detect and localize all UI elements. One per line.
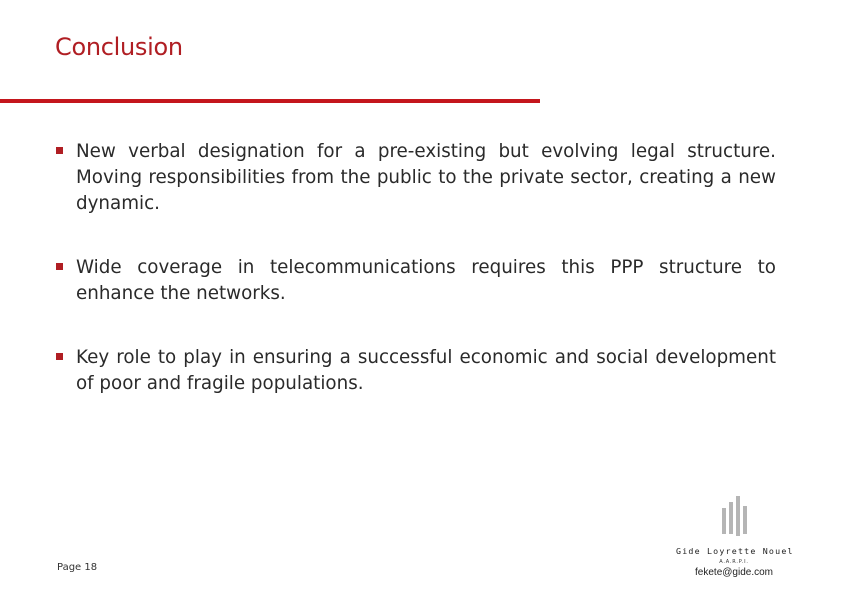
slide-title: Conclusion [55, 33, 183, 61]
bars-logo-icon [714, 494, 754, 540]
bullet-item [56, 345, 776, 397]
square-bullet-icon [56, 353, 63, 360]
firm-logo [676, 494, 792, 584]
title-underline [0, 99, 540, 103]
bullet-item [56, 139, 776, 217]
firm-name: Gide Loyrette Nouel [676, 546, 794, 556]
bullet-text: New verbal designation for a pre-existing but evolving legal structure. Moving responsibilities from the public to the private sector, creating a new dynamic. [76, 141, 776, 214]
bullet-item [56, 255, 776, 307]
bullet-list [56, 139, 776, 397]
square-bullet-icon [56, 147, 63, 154]
bullet-text: Key role to play in ensuring a successful economic and social development of poor and fragile populations. [76, 347, 776, 394]
firm-suffix: A.A.R.P.I. [719, 559, 749, 565]
contact-email[interactable]: fekete@gide.com [695, 567, 773, 578]
page-number: Page 18 [57, 562, 98, 573]
bullet-text: Wide coverage in telecommunications requires this PPP structure to enhance the networks. [76, 257, 776, 304]
square-bullet-icon [56, 263, 63, 270]
